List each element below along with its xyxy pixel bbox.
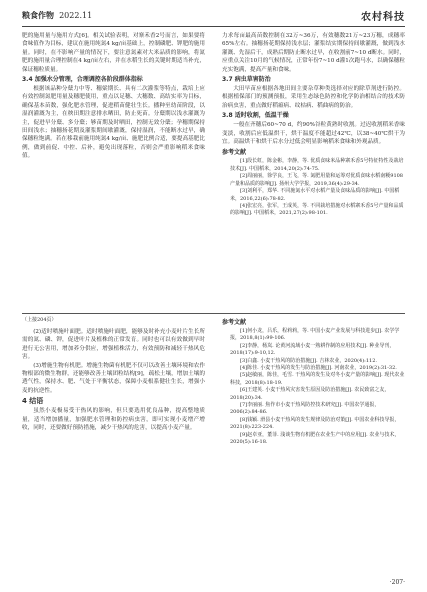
- right-column-bottom: [222, 316, 405, 447]
- article-divider: [22, 313, 405, 314]
- section-heading-3-8: 3.8 适时收割，低温干燥: [222, 112, 289, 120]
- reference-item: [2]李静，杨岚. 论黄河流域小麦一熟耕作制的应用技术[J]. 种业导刊，2018(17):9-10,12.: [230, 342, 395, 357]
- journal-section: 粮食作物: [22, 11, 54, 20]
- header-rule: [22, 26, 405, 27]
- continuation-note: （上接204页）: [22, 317, 57, 323]
- page-header: [22, 8, 405, 26]
- paragraph: 虽然小麦极易受干热风的影响，但只要选用优良品种，提高整地质量，适当增加播量，加强肥水管理和防控病虫害，即可实现小麦增产增收，同时，还要做好预防措施，减少干热风的危害，以提高小麦产量。: [22, 408, 205, 432]
- reference-item: [3]白鑫. 小麦干热风的防治措施[J]. 吉林农业，2020(4):112.: [240, 357, 377, 364]
- reference-item: [8]钱颖. 滑县小麦干热风的发生规律及防治对策[J]. 中国农业科技导报，2021(8):223-224.: [230, 416, 400, 431]
- reference-item: [3]刘利平，郑华. 不同施氮水平对水稻产量及食味品质的影响[J]. 中国稻米，2016,22(6):78-82.: [230, 188, 400, 202]
- left-column-bottom: [22, 328, 205, 432]
- page-number: ·207·: [389, 579, 405, 586]
- paragraph: 大田早苗应根据各地田间主要杂草种类选择对应的除草剂进行防控。根据植保部门的预测预报，采用生态绿色防控和化学防治相结合的技术防治病虫害，重点做好稻瘟病、纹枯病、稻曲病的防治。: [222, 86, 405, 109]
- section-heading-3-4: 3.4 加强水分管理，合理调控各阶段群体指标: [22, 76, 143, 84]
- reference-item: [4]张宏亮，张军，王成英，等. 不同栽培措施对水稻寨禾香5号产量和品质的影响[J]. 中国稻米，2021,27(2):98-101.: [230, 202, 404, 217]
- paragraph: 根据该品种分蘖力中等、穗粱期长、具有二次灌浆等特点，栽培上应有效控制氮肥用量及穗肥使用，重点以足穗、大穗数、高结实率为目标，确保基本苗数，强化肥水管理，促进稻苗健壮生长。播种至幼苗阶段，以湿润灌溉为主，在秧田期注意排水晒田，防止死苗。分蘖期以浅水灌溉为主，促进早分蘖、多分蘖；够苗期及时晒田，控制无效分蘖；孕穗期保持田间浅水；抽穗扬花期及灌浆期间歇灌溉，保持湿润，不能断水过早，确保穗粒饱满。若在移栽前施用纯氮4 kg/亩、施肥比例合适，要提高基肥比例，做到前促、中控、后补，避免出现落粒，否则会严重影响稻米食味值。: [22, 86, 205, 160]
- reference-item: [1]段长虹，陈金彬，李静，等. 优质食味米品种寨禾香5号特征特性及栽培技术[J]. 中国稻米，2014,20(2):74-75.: [230, 158, 404, 172]
- section-heading-4: 4 结语: [22, 397, 44, 406]
- paragraph: (2)适时喷施叶面肥。适时喷施叶面肥，能够及时补充小麦叶片生长所需的氮、磷、钾，促进叶片及植株的正常发育。同时也可以有效做到早时进行无公害用，增加养分供应，增强植株活力，有效预防和减轻干热风危害。: [22, 329, 205, 361]
- paragraph: 一般在齐穗后60~70 d，约90%谷粒黄熟时收割。过迟收割稻米香味变淡，收割后应低温烘干，烘干温度不能超过42℃，以38~40℃烘干为宜。高温烘干和烘干后水分过低会明显影响稻米食味和外观品质。: [222, 122, 405, 146]
- paragraph: 肥的施用量与施用方式[6]。相关试验表明，对寨禾香2号而言，如果要将食味值作为目标，建议在施用纯氮4 kg/亩基础上，控制磷肥、钾肥的施用量。同时，在不影响产量的情况下，要注意氮素对大米品质的影响，将氮肥的施用量合理控制在4 kg/亩左右，并在水稻生长的关键时期适当补充，保证穗粒质量。: [22, 33, 205, 73]
- references-title: 参考文献: [222, 149, 247, 157]
- reference-item: [5]赵敏丽，陈佳，毛雪. 干热风的发生及对冬小麦产量的影响[J]. 现代农业科技，2018(8):18-19.: [230, 372, 405, 386]
- right-column-top: [222, 32, 405, 218]
- section-heading-3-7: 3.7 病虫草害防治: [222, 76, 271, 84]
- reference-item: [4]陈佳. 小麦干热风的发生与防治措施[J]. 河南农业，2019(2):31-32.: [240, 365, 397, 372]
- reference-item: [6]王建英. 小麦干热风灾害发生原因及防治措施[J]. 农民致富之友，2018(20):34.: [230, 387, 390, 401]
- paragraph: 力求每亩最高苗数控制在32万~36万，有效穗数21万~23万穗，成穗率65%左右。抽穗扬花期保持浅水层；灌浆结实期保持间歇灌溉，做到浅水灌溉、先湿后干，成熟后期防止断水过早，在收割前7~10 d断水。同时，应重点关注10月的气候情况，正常年份7~10 d灌1次跑马水，以确保穗粒充实饱满，提高产量和食味。: [222, 33, 405, 73]
- reference-item: [1]何小龙，吕乐，程莉莉，等. 中国小麦产业发展与科技进步[J]. 农学学报，2018,8(1):99-106.: [230, 328, 400, 342]
- reference-item: [7]李丽丽. 焦作市小麦干热风防控技术研究[J]. 中国农学通报，2006(2):84-86.: [230, 402, 380, 416]
- paragraph: (3)增施生物有机肥。增施生物菌有机肥不仅可以改善土壤环境和农作物根部的微生物群，还能够改善土壤团粒结构[9]，疏松土壤，增加土壤的透气性，保持水、肥、气处于平衡状态，保障小麦根系健壮生长，增强小麦的抗逆性。: [22, 362, 205, 394]
- references-title: 参考文献: [222, 319, 247, 326]
- reference-item: [9]赵卓亚，董菲. 浅谈生物有机肥在农业生产中的应用[J]. 农业与技术，2020(5):16-18.: [230, 431, 400, 446]
- reference-item: [2]周丽丽，徐学良，王飞，等. 氮肥用量和运筹对优质食味水稻南粳9108产量和品质的影响[J]. 扬州大学学报，2019,36(4):29-34.: [230, 173, 403, 187]
- journal-info: [22, 10, 92, 21]
- journal-brand: 农村科技: [361, 12, 405, 23]
- journal-issue: 2022.11: [59, 11, 93, 20]
- left-column-top: [22, 32, 205, 161]
